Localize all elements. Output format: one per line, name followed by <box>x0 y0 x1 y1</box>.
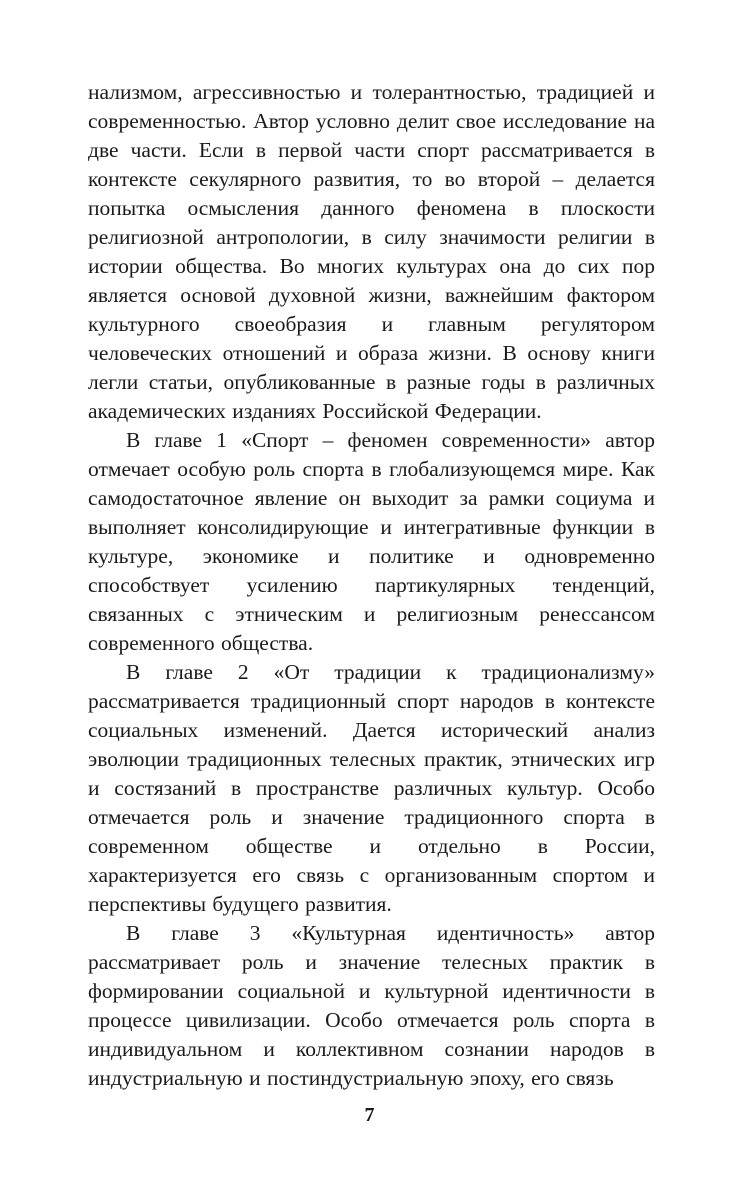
body-text-paragraph: В главе 2 «От традиции к традиционализму» рассматривается традиционный спорт народов в контексте социальных изменений. Дается исторический анализ эволюции традиционных телесных практик, этнических игр и состязаний в пространстве различных культур. Особо отмечается роль и значение традиционного спорта в современном обществе и отдельно в России, характеризуется его связь с организованным спортом и перспективы будущего развития. <box>88 660 655 916</box>
body-text-paragraph: нализмом, агрессивностью и толерантностью, традицией и современностью. Автор условно делит свое исследование на две части. Если в первой части спорт рассматривается в контексте секулярного развития, то во второй – делается попытка осмысления данного феномена в плоскости религиозной антропологии, в силу значимости религии в истории общества. Во многих культурах она до сих пор является основой духовной жизни, важнейшим фактором культурного своеобразия и главным регулятором человеческих отношений и образа жизни. В основу книги легли статьи, опубликованные в разные годы в различных академических изданиях Российской Федерации. <box>88 80 655 423</box>
body-text-paragraph: В главе 1 «Спорт – феномен современности» автор отмечает особую роль спорта в глобализующемся мире. Как самодостаточное явление он выходит за рамки социума и выполняет консолидирующие и интегративные функции в культуре, экономике и политике и одновременно способствует усилению партикулярных тенденций, связанных с этническим и религиозным ренессансом современного общества. <box>88 428 655 655</box>
body-text <box>88 78 655 1093</box>
body-text-paragraph: В главе 3 «Культурная идентичность» автор рассматривает роль и значение телесных практик в формировании социальной и культурной идентичности в процессе цивилизации. Особо отмечается роль спорта в индивидуальном и коллективном сознании народов в индустриальную и постиндустриальную эпоху, его связь <box>88 921 655 1090</box>
page-number: 7 <box>364 1104 375 1126</box>
